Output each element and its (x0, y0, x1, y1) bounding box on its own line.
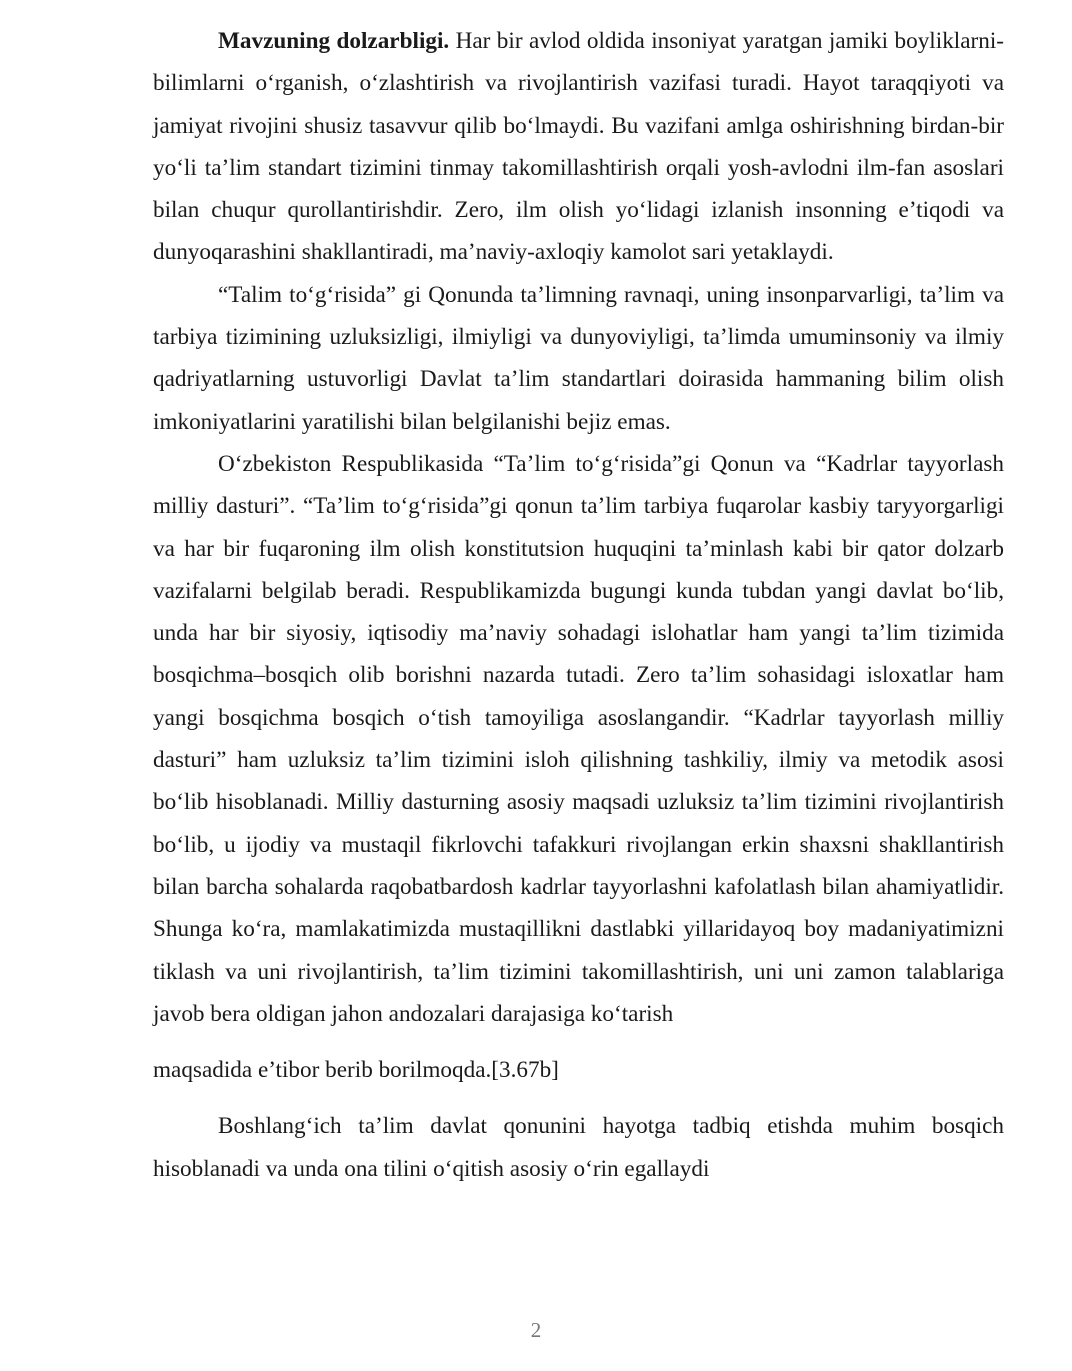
paragraph-continuation: maqsadida e’tibor berib borilmoqda.[3.67b] (153, 1057, 559, 1084)
paragraph-relevance (153, 20, 1004, 274)
section-heading-inline: Mavzuning dolzarbligi. (218, 28, 450, 54)
paragraph-text: Har bir avlod oldida insoniyat yaratgan jamiki boyliklarni- bilimlarni o‘rganish, o‘zlashtirish va rivojlantirish vazifasi turadi. Hayot taraqqiyoti va jamiyat rivojini shusiz tasavvur qilib bo‘lmaydi. Bu vazifani amlga oshirishning birdan-bir yo‘li ta’lim standart tizimini tinmay takomillashtirish orqali yosh-avlodni ilm-fan asoslari bilan chuqur qurollantirishdir. Zero, ilm olish yo‘lidagi izlanish insonning e’tiqodi va dunyoqarashini shakllantiradi, ma’naviy-axloqiy kamolot sari yetaklaydi. (153, 28, 1005, 266)
paragraph-primary-education: Boshlang‘ich ta’lim davlat qonunini hayotga tadbiq etishda muhim bosqich hisoblanadi va unda ona tilini o‘qitish asosiy o‘rin egallaydi (153, 1113, 1004, 1182)
page-number: 2 (530, 1318, 542, 1342)
paragraph-republic-reforms: O‘zbekiston Respublikasida “Ta’lim to‘g‘risida”gi Qonun va “Kadrlar tayyorlash milliy dasturi”. “Ta’lim to‘g‘risida”gi qonun ta’lim tarbiya fuqarolar kasbiy taryyorgarligi va har bir fuqaroning ilm olish konstitutsion huquqini ta’minlash kabi bir qator dolzarb vazifalarni belgilab beradi. Respublikamizda bugungi kunda tubdan yangi davlat bo‘lib, unda har bir siyosiy, iqtisodiy ma’naviy sohadagi islohatlar ham yangi ta’lim tizimida bosqichma–bosqich olib borishni nazarda tutadi. Zero ta’lim sohasidagi isloxatlar ham yangi bosqichma bosqich o‘tish tamoyiliga asoslangandir. “Kadrlar tayyorlash milliy dasturi” ham uzluksiz ta’lim tizimini isloh qilishning tashkiliy, ilmiy va metodik asosi bo‘lib hisoblanadi. Milliy dasturning asosiy maqsadi uzluksiz ta’lim tizimini rivojlantirish bo‘lib, u ijodiy va mustaqil fikrlovchi tafakkuri rivojlangan erkin shaxsni shakllantirish bilan barcha sohalarda raqobatbardosh kadrlar tayyorlashni kafolatlash bilan ahamiyatlidir. Shunga ko‘ra, mamlakatimizda mustaqillikni dastlabki yillaridayoq boy madaniyatimizni tiklash va uni rivojlantirish, ta’lim tizimini takomillashtirish, uni uni zamon talablariga javob bera oldigan jahon andozalari darajasiga ko‘tarish (153, 450, 1004, 1027)
document-body (153, 20, 1004, 1190)
paragraph-education-law: “Talim to‘g‘risida” gi Qonunda ta’limning ravnaqi, uning insonparvarligi, ta’lim va tarbiya tizimining uzluksizligi, ilmiyligi va dunyoviyligi, ta’limda umuminsoniy va ilmiy qadriyatlarning ustuvorligi Davlat ta’lim standartlari doirasida hammaning bilim olish imkoniyatlarini yaratilishi bilan belgilanishi bejiz emas. (153, 281, 1004, 435)
